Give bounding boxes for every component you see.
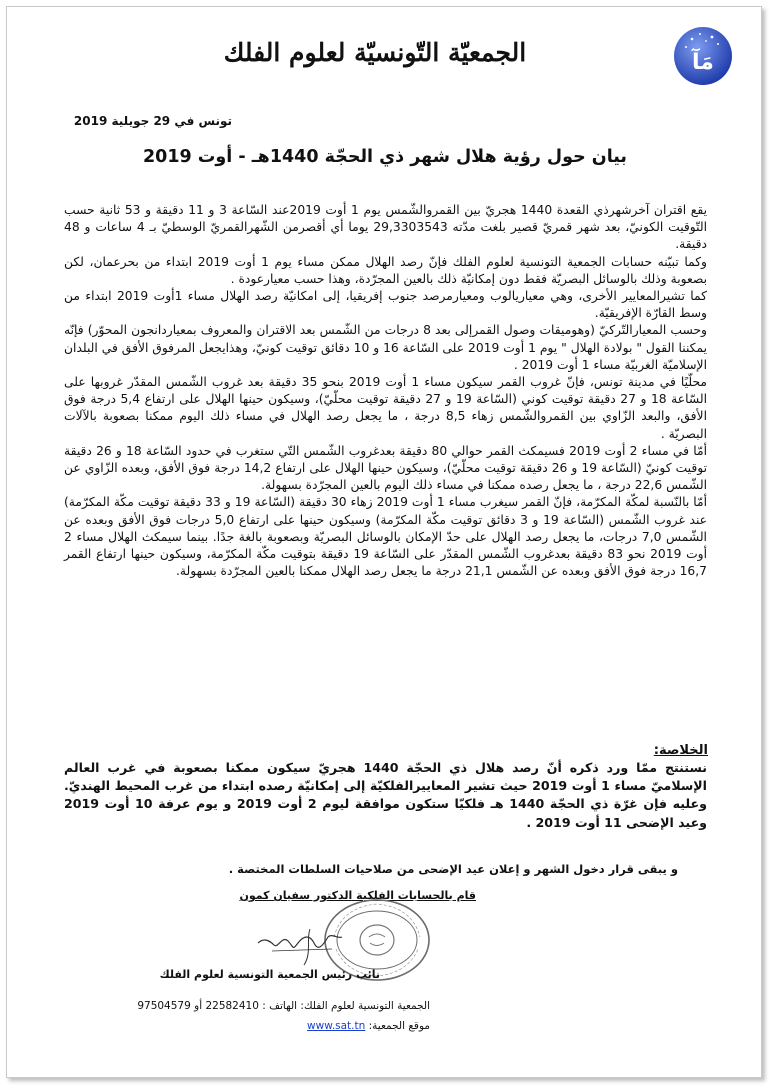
- paragraph-conjunction: يقع اقتران آخرشهرذي القعدة 1440 هجريّ بين القمروالشّمس يوم 1 أوت 2019عند السّاعة 3 و 11 دقيقة و 53 ثانية حسب التّوقيت الكونيّ، بعد شهر قمريّ قصير بلغت مدّته 29,3303543 يوما أي أقصرمن الشّهرالقمريّ الوسطيّ بـ 4 ساعات و 48 دقيقة.: [64, 203, 708, 252]
- conclusion-text: نستنتج ممّا ورد ذكره أنّ رصد هلال ذي الحجّة 1440 هجريّ سيكون ممكنا بصعوبة في غرب العالم الإسلاميّ مساء 1 أوت 2019 حيث تشير المعاييرالفلكيّة إلى إمكانيّة رصده ابتداء من غرب المحيط الهنديّ. وعليه فإن غرّة ذي الحجّة 1440 هـ فلكيّا ستكون موافقة ليوم 2 أوت 2019 و يوم عرفة 10 أوت 2019 وعيد الإضحى 11 أوت 2019 .: [64, 760, 708, 830]
- handwritten-signature: [250, 915, 360, 970]
- paragraph-turkish-criterion: وحسب المعيارالتّركيّ (وهوميقات وصول القمرإلى بعد 8 درجات من الشّمس بعد الاقتران والمعروف بمعياردانجون المحوّر) فإنّه يمكننا القول " بولادة الهلال " يوم 1 أوت 2019 على السّاعة 16 و 10 دقائق توقيت كونيّ، وهذايجعل المرفوق الأفق في البلدان الإسلاميّة الغربيّة مساء 1 أوت 2019 .: [64, 323, 707, 372]
- website-label: موقع الجمعية:: [368, 1020, 430, 1032]
- paragraph-tunis: محلّيًا في مدينة تونس، فإنّ غروب القمر سيكون مساء 1 أوت 2019 بنحو 35 دقيقة بعد غروب الشّمس المقدّر غروبها على السّاعة 18 و 27 دقيقة توقيت كوني (السّاعة 19 و 27 دقيقة توقيت محلّيّ)، وسيكون حينها الهلال على ارتفاع 5,4 درجة فوق الأفق، والبعد الزّاوي بين القمروالشّمس زهاء 8,5 درجة ، ما يجعل رصد الهلال في مساء ذلك اليوم ممكنا بصعوبة بالآلات البصريّة .: [64, 375, 707, 441]
- society-logo: [672, 25, 734, 87]
- svg-text:ﻣَﺂ: ﻣَﺂ: [692, 50, 714, 75]
- conclusion-label: الخلاصة:: [653, 743, 708, 758]
- statement-body: [64, 202, 707, 580]
- date-line: تونس في 29 جويلية 2019: [73, 114, 232, 128]
- paragraph-other-criteria: كما تشيرالمعايير الأخرى، وهي معياريالوب ومعيارمرصد جنوب إفريقيا، إلى امكانيّة رصد الهلال مساء 1أوت 2019 ابتداء من وسط القارّة الإفريقيّة.: [64, 289, 707, 321]
- paragraph-tunis-aug2: أمّا في مساء 2 أوت 2019 فسيمكث القمر حوالي 80 دقيقة بعدغروب الشّمس التّي ستغرب في حدود السّاعة 18 و 26 دقيقة توقيت كونيّ (السّاعة 19 و 26 دقيقة توقيت محلّيّ)، وسيكون حينها الهلال على ارتفاع 14,2 درجة فوق الأفق، وبعده الزّاوي عن الشّمس 22,6 درجة ، ما يجعل رصده ممكنا في مساء ذلك اليوم بالعين المجرّدة بسهولة.: [64, 443, 708, 493]
- signer-title: نائب رئيس الجمعية التونسية لعلوم الفلك: [159, 968, 380, 981]
- calculations-credit: قام بالحسابات الفلكية الدكتور سفيان كمون: [239, 889, 476, 902]
- organization-name: الجمعيّة التّونسيّة لعلوم الفلك: [223, 38, 527, 67]
- paragraph-oudah-criterion: وكما تبيّنه حسابات الجمعية التونسية لعلوم الفلك فإنّ رصد الهلال ممكن مساء يوم 1 أوت 2019 ابتداء من بحرعمان، لكن بصعوبة وذلك بالوسائل البصريّة فقط دون إمكانيّة ذلك بالعين المجرّدة، وهذا حسب معيارعودة .: [64, 254, 707, 286]
- footer-contact: الجمعية التونسية لعلوم الفلك: الهاتف : 22582410 أو 97504579: [137, 1000, 430, 1012]
- footer-website: [307, 1020, 430, 1032]
- website-link[interactable]: www.sat.tn: [307, 1020, 366, 1032]
- statement-title: بيان حول رؤية هلال شهر ذي الحجّة 1440هـ - أوت 2019: [142, 147, 628, 167]
- paragraph-mecca: أمّا بالنّسبة لمكّة المكرّمة، فإنّ القمر سيغرب مساء 1 أوت 2019 زهاء 30 دقيقة (السّاعة 19 و 33 دقيقة توقيت مكّة المكرّمة) عند غروب الشّمس (السّاعة 19 و 3 دقائق توقيت مكّة المكرّمة) وسيكون حينها على ارتفاع 5,0 درجات فوق الأفق وبعده عن الشّمس 7,0 درجات، ما يجعل رصد الهلال على حدّ الإمكان بالوسائل البصريّة وبصعوبة بالغة جدًا. بينما سيمكث الهلال مساء 2 أوت 2019 نحو 83 دقيقة بعدغروب الشّمس المقدّر على السّاعة 19 دقيقة بتوقيت مكّة المكرّمة، وسيكون حينها ارتفاع القمر 16,7 درجة فوق الأفق وبعده عن الشّمس 21,1 درجة ما يجعل رصد الهلال ممكنا بالعين المجرّدة بسهولة.: [64, 495, 708, 579]
- authority-note: و يبقى قرار دخول الشهر و إعلان عيد الإضحى من صلاحيات السلطات المختصة .: [228, 862, 678, 876]
